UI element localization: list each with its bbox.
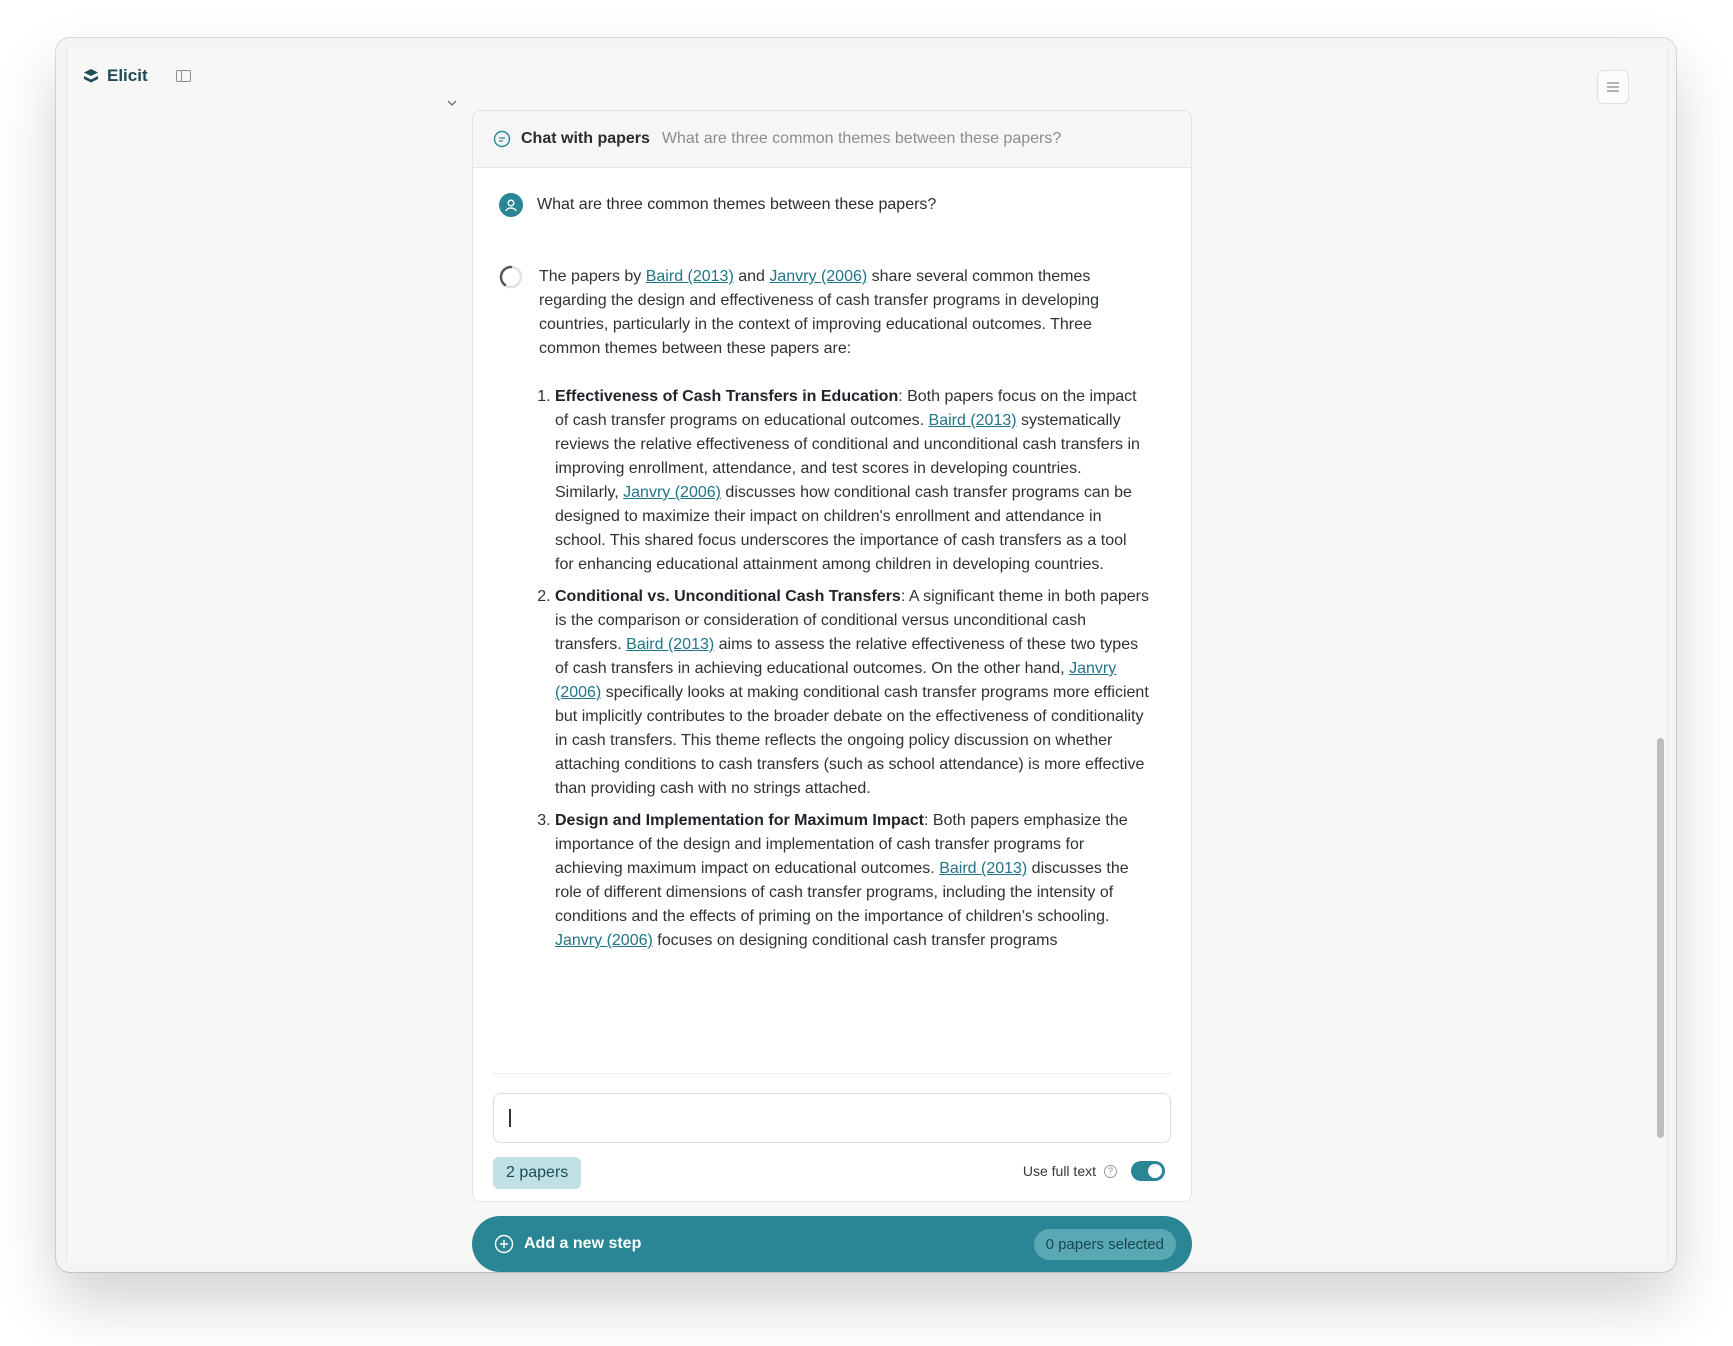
- app-content: [66, 48, 1668, 1262]
- help-circle-icon[interactable]: ?: [1104, 1165, 1117, 1178]
- divider: [493, 1073, 1171, 1074]
- intro-text: share several common themes regarding the design and effectiveness of cash transfer programs in developing countries, particularly in the context of improving educational outcomes. Three common themes between these papers are:: [539, 268, 1100, 357]
- theme-text: aims to assess the relative effectiveness of these two types of cash transfers in achieving educational outcomes. On the other hand,: [555, 636, 1139, 677]
- theme-text: discusses the role of different dimensions of cash transfer programs, including the intensity of conditions and the effects of priming on the importance of children’s schooling.: [555, 860, 1129, 925]
- chat-input[interactable]: [508, 1094, 1152, 1142]
- user-avatar-icon: [499, 193, 523, 217]
- theme-text: : Both papers emphasize the importance of the design and implementation of cash transfer programs for achieving maximum impact on educational outcomes.: [555, 812, 1128, 877]
- citation-link-baird[interactable]: Baird (2013): [939, 860, 1028, 877]
- user-message-text: What are three common themes between these papers?: [537, 196, 937, 213]
- top-bar: [83, 66, 191, 86]
- full-text-toggle[interactable]: [1131, 1161, 1165, 1181]
- theme-heading: Conditional vs. Unconditional Cash Transfers: [555, 588, 901, 605]
- menu-icon: [1606, 81, 1620, 93]
- citation-link-janvry[interactable]: Janvry (2006): [623, 484, 721, 501]
- full-text-label: Use full text: [1022, 1163, 1096, 1179]
- chevron-down-icon[interactable]: [445, 96, 459, 110]
- theme-text: specifically looks at making conditional cash transfer programs more efficient but implicitly contributes to the broader debate on the effectiveness of conditionality in cash transfers. This theme reflects the ongoing policy discussion on whether attaching conditions to cash transfers (such as school attendance) is more effective than providing cash with no strings attached.: [555, 684, 1149, 797]
- theme-text: : A significant theme in both papers is the comparison or consideration of conditional versus unconditional cash transfers.: [555, 588, 1149, 653]
- theme-text: discusses how conditional cash transfer programs can be designed to maximize their impact on children's enrollment and attendance in school. This shared focus underscores the importance of cash transfers as a tool for enhancing educational attainment among children in developing countries.: [555, 484, 1132, 573]
- papers-selected-badge: 0 papers selected: [1034, 1229, 1176, 1260]
- add-step-button[interactable]: [472, 1216, 1192, 1272]
- full-text-control: [1023, 1161, 1165, 1181]
- list-item: [555, 585, 1149, 801]
- citation-link-janvry[interactable]: Janvry (2006): [555, 932, 653, 949]
- intro-text: and: [733, 268, 770, 285]
- ai-response: [499, 265, 1149, 961]
- elicit-logo-icon: [83, 68, 99, 84]
- papers-chip[interactable]: 2 papers: [493, 1157, 581, 1189]
- add-step-label: Add a new step: [524, 1235, 642, 1252]
- text-caret: [509, 1109, 511, 1127]
- themes-list: [539, 385, 1149, 953]
- chat-header[interactable]: [473, 111, 1191, 168]
- app-title[interactable]: Elicit: [107, 66, 148, 85]
- citation-link-janvry[interactable]: Janvry (2006): [769, 268, 868, 285]
- intro-text: The papers by: [539, 268, 646, 285]
- citation-link-baird[interactable]: Baird (2013): [928, 412, 1017, 429]
- chat-question: What are three common themes between these papers?: [661, 130, 1062, 147]
- scrollbar[interactable]: [1657, 738, 1664, 1138]
- app-window: [56, 38, 1676, 1272]
- menu-button[interactable]: [1597, 70, 1629, 104]
- ai-intro: [539, 265, 1149, 361]
- chat-bubble-icon: [493, 130, 511, 148]
- theme-heading: Design and Implementation for Maximum Impact: [555, 812, 924, 829]
- citation-link-baird[interactable]: Baird (2013): [626, 636, 715, 653]
- chat-input-box[interactable]: [493, 1093, 1171, 1143]
- user-message: [499, 193, 936, 217]
- plus-circle-icon: [494, 1234, 514, 1254]
- theme-text: systematically reviews the relative effectiveness of conditional and unconditional cash transfers in improving enrollment, attendance, and test scores in developing countries. Similarly,: [555, 412, 1140, 501]
- citation-link-janvry[interactable]: Janvry (2006): [555, 660, 1117, 701]
- theme-text: focuses on designing conditional cash transfer programs: [652, 932, 1058, 949]
- citation-link-baird[interactable]: Baird (2013): [645, 268, 734, 285]
- sidebar-toggle-icon[interactable]: [176, 70, 191, 82]
- list-item: [555, 385, 1149, 577]
- chat-title: Chat with papers: [521, 130, 650, 147]
- chat-card: [472, 110, 1192, 1202]
- theme-text: : Both papers focus on the impact of cash transfer programs on educational outcomes.: [555, 388, 1137, 429]
- list-item: [555, 809, 1149, 953]
- ai-response-body: [539, 265, 1149, 953]
- loading-spinner-icon: [499, 265, 523, 289]
- theme-heading: Effectiveness of Cash Transfers in Education: [555, 388, 899, 405]
